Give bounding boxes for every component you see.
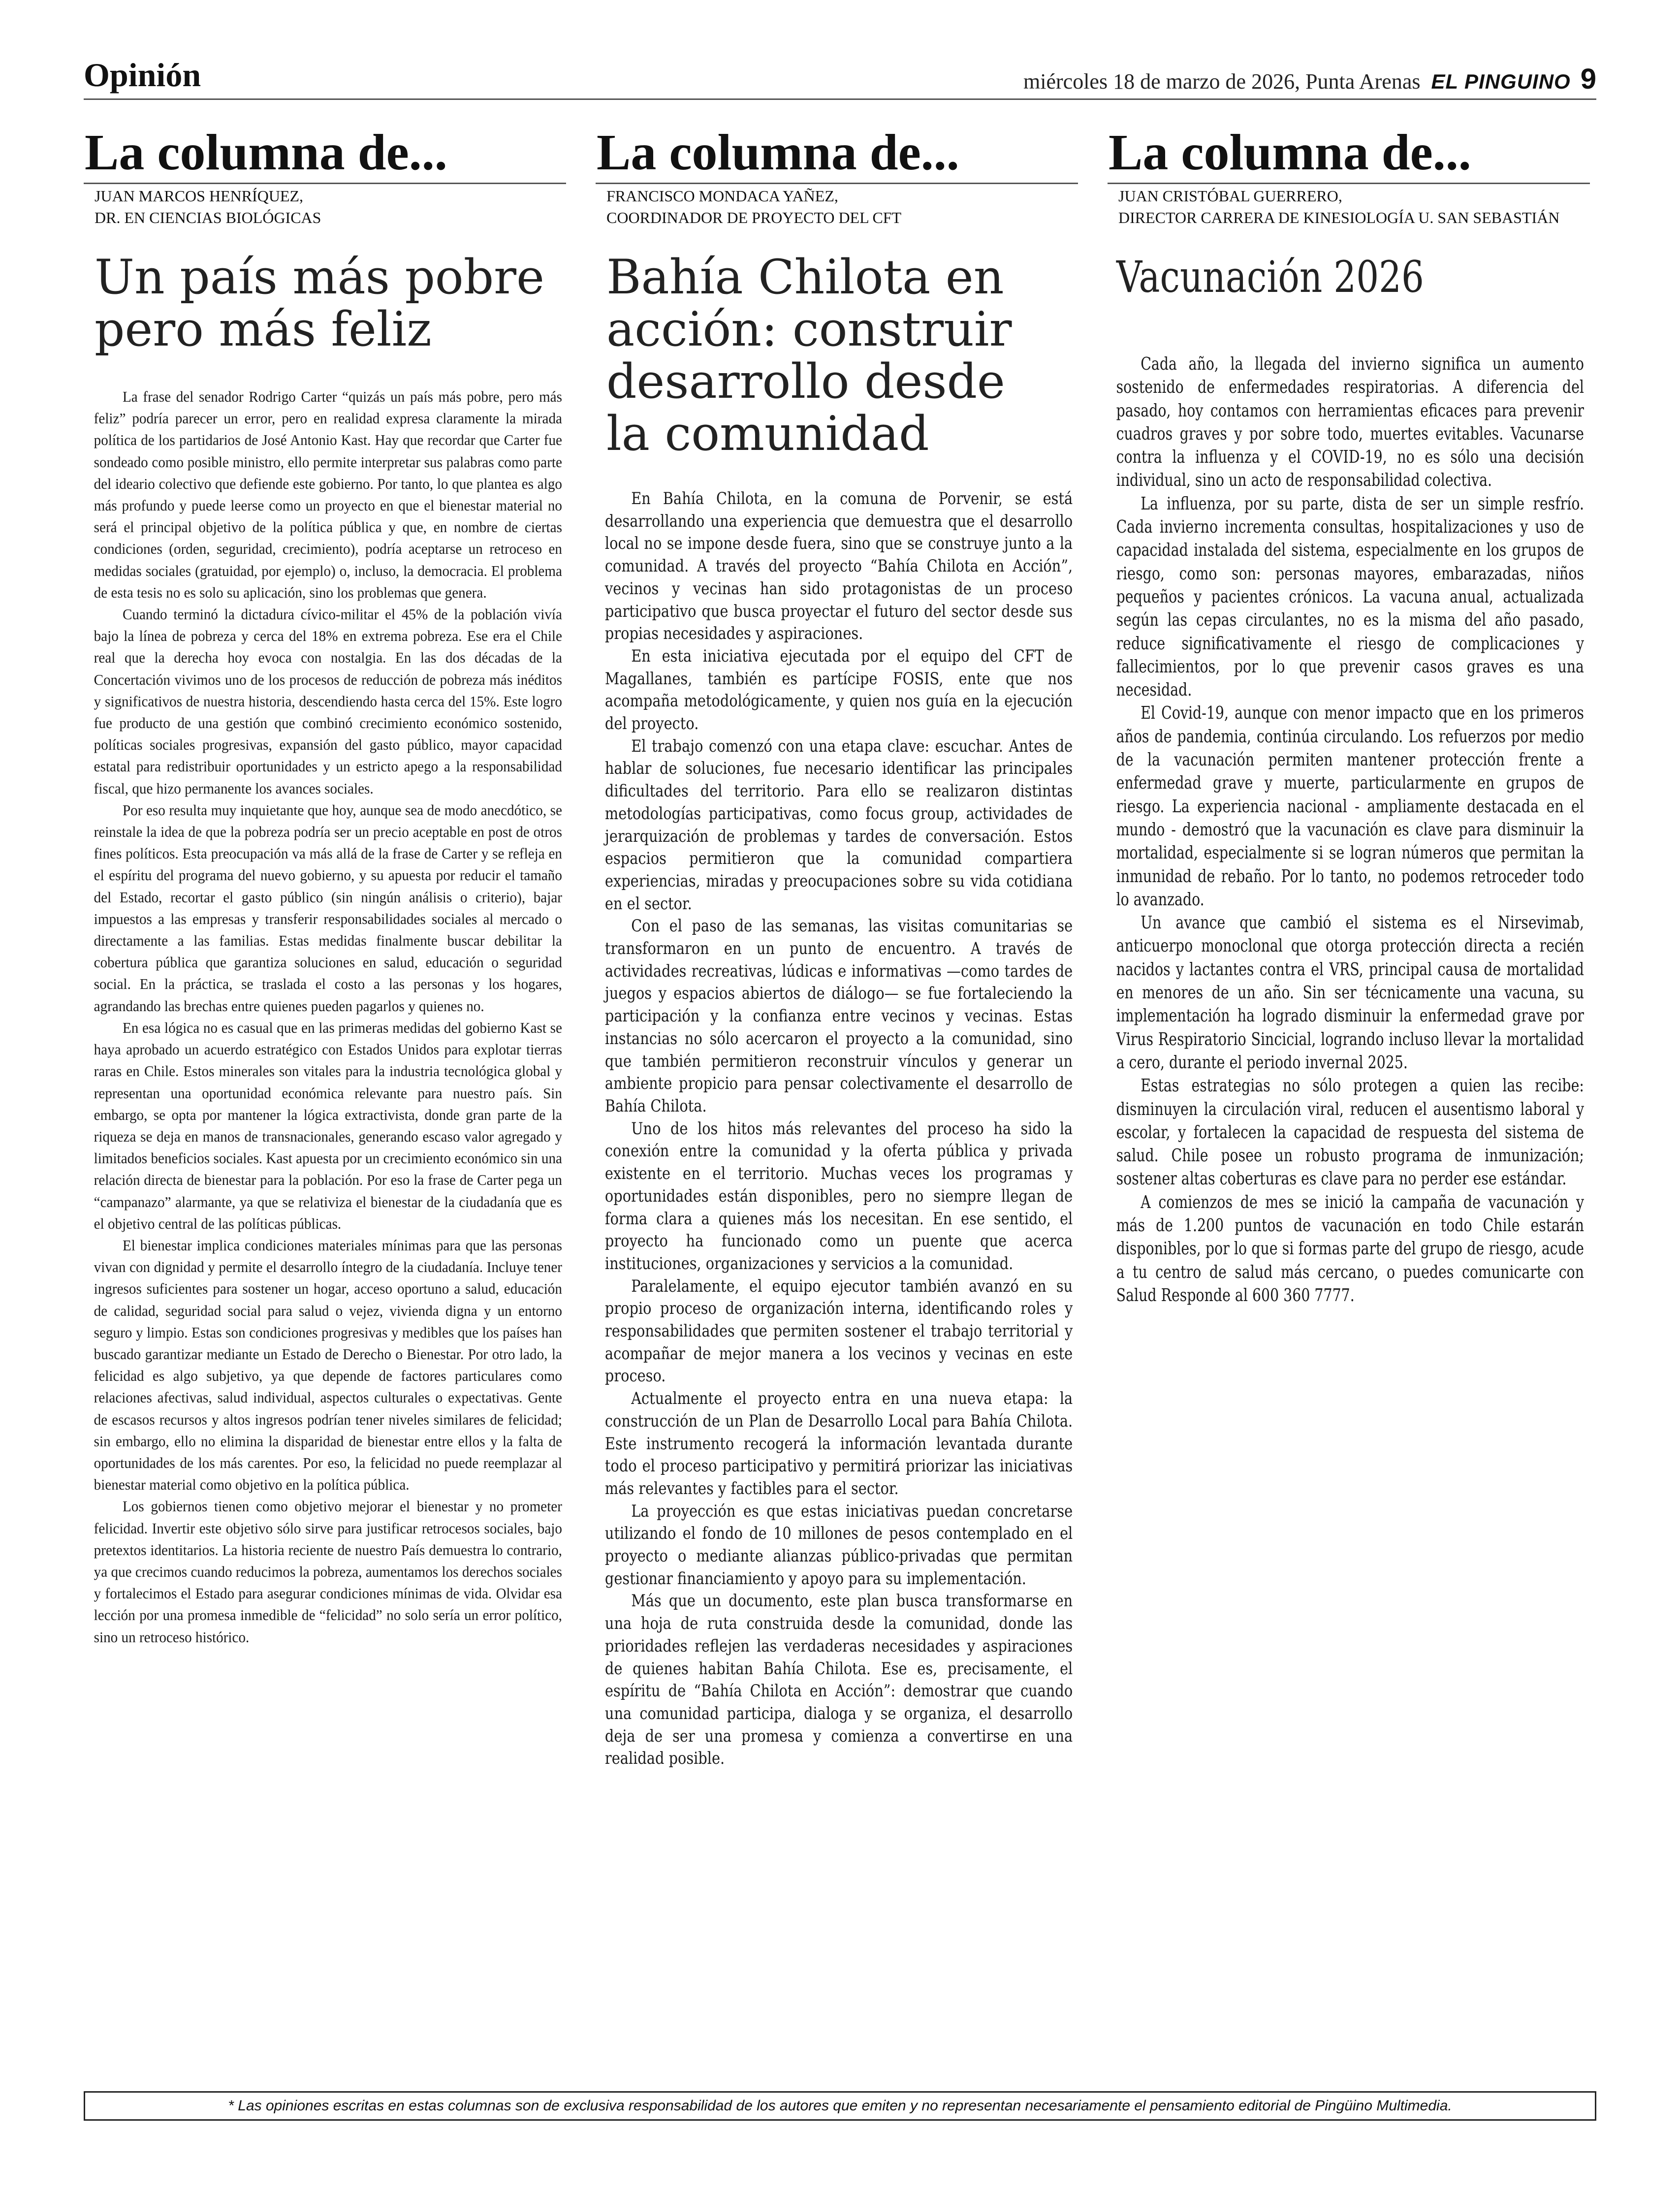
article-paragraph: En Bahía Chilota, en la comuna de Porvenir, se está desarrollando una experiencia que demuestra que el desarrollo local no se impone desde fuera, sino que se construye junto a la comunidad. A través del proyecto “Bahía Chilota en Acción”, vecinos y vecinas han sido protagonistas de un proceso participativo que busca proyectar el futuro del sector desde sus propias necesidades y aspiraciones. [604,489,1073,643]
article-paragraph: La influenza, por su parte, dista de ser un simple resfrío. Cada invierno incrementa consultas, hospitalizaciones y uso de capacidad instalada del sistema, especialmente en los grupos de riesgo, como son: personas mayores, embarazadas, niños pequeños y pacientes crónicos. La vacuna anual, actualizada según las cepas circulantes, no es la misma del año pasado, reduce significativamente el riesgo de complicaciones y fallecimientos, por lo que prevenir casos graves es una necesidad. [1116,493,1584,701]
date-line: miércoles 18 de marzo de 2026, Punta Arenas [1023,69,1421,94]
disclaimer-box [84,2091,1596,2121]
article-paragraph: La proyección es que estas iniciativas puedan concretarse utilizando el fondo de 10 millones de pesos contemplado en el proyecto o mediante alianzas público-privadas que permitan gestionar financiamiento y apoyo para su implementación. [604,1501,1073,1588]
article-paragraph: El bienestar implica condiciones materiales mínimas para que las personas vivan con dignidad y permite el desarrollo íntegro de la ciudadanía. Incluye tener ingresos suficientes para sostener un hogar, acceso oportuno a salud, educación de calidad, seguridad social para salud o vejez, vivienda digna y un entorno seguro y limpio. Estas son condiciones progresivas y medibles que los países han buscado garantizar mediante un Estado de Derecho o Bienestar. Por otro lado, la felicidad es algo subjetivo, ya que depende de factores particulares como relaciones afectivas, salud individual, aspectos culturales o expectativas. Gente de escasos recursos y altos ingresos podrían tener niveles similares de felicidad; sin embargo, ello no elimina la disparidad de bienestar entre ellos y la falta de oportunidades de los más carentes. Por eso, la felicidad no puede reemplazar al bienestar material como objetivo en la política pública. [94,1236,562,1494]
article-paragraph: El trabajo comenzó con una etapa clave: escuchar. Antes de hablar de soluciones, fue necesario identificar las principales dificultades del territorio. Para ello se realizaron distintas metodologías participativas, como focus group, actividades de jerarquización de problemas y tardes de conversación. Estos espacios permitieron que la comunidad compartiera experiencias, miradas y preocupaciones sobre su vida cotidiana en el sector. [604,736,1073,913]
article-paragraph: Paralelamente, el equipo ejecutor también avanzó en su propio proceso de organización interna, identificando roles y responsabilidades que permiten sostener el trabajo territorial y acompañar de mejor manera a los vecinos y vecinas en este proceso. [604,1276,1073,1386]
header-right [1023,63,1596,96]
column-kicker: La columna de... [1109,124,1471,181]
masthead [84,56,1596,100]
author-role: DIRECTOR CARRERA DE KINESIOLOGÍA U. SAN SEBASTIÁN [1118,209,1560,226]
article-paragraph: Por eso resulta muy inquietante que hoy, aunque sea de modo anecdótico, se reinstale la idea de que la pobreza podría ser un precio aceptable en post de otros fines políticos. Esta preocupación va más allá de la frase de Carter y se refleja en el espíritu del programa del nuevo gobierno, y su apuesta por reducir el tamaño del Estado, recortar el gasto público (sin ningún análisis o criterio), bajar impuestos a las empresas y transferir responsabilidades sociales al mercado o directamente a las familias. Estas medidas finalmente buscar debilitar la cobertura pública que garantiza soluciones en salud, educación o seguridad social. En la práctica, se traslada el costo a las personas y los hogares, agrandando las brechas entre quienes pueden pagarlos y quienes no. [94,801,562,1015]
headline-line: Vacunación 2026 [1116,252,1424,302]
author-role: DR. EN CIENCIAS BIOLÓGICAS [95,209,321,226]
kicker-divider [596,183,1078,184]
article-body [596,487,1077,1770]
article-paragraph: Actualmente el proyecto entra en una nueva etapa: la construcción de un Plan de Desarrollo Local para Bahía Chilota. Este instrumento recogerá la información levantada durante todo el proceso participativo y permitirá priorizar las iniciativas más relevantes y factibles para el sector. [604,1389,1073,1498]
section-name: Opinión [84,56,201,94]
article-paragraph: El Covid-19, aunque con menor impacto que en los primeros años de pandemia, continúa circulando. Los refuerzos por medio de la vacunación permiten mantener protección frente a enfermedad grave y muerte, particularmente en grupos de riesgo. La experiencia nacional - ampliamente destacada en el mundo - demostró que la vacunación es clave para disminuir la mortalidad, especialmente si se logran números que permitan la inmunidad de rebaño. Por lo tanto, no podemos retroceder todo lo avanzado. [1116,703,1584,910]
kicker-divider [1108,183,1590,184]
kicker-divider [84,183,566,184]
article-headline [596,251,1078,460]
article-headline [1108,251,1503,303]
article-body [84,386,567,1648]
article-paragraph: La frase del senador Rodrigo Carter “quizás un país más pobre, pero más feliz” podría parecer un error, pero en realidad expresa claramente la mirada política de los partidarios de José Antonio Kast. Hay que recordar que Carter fue sondeado como posible ministro, ello permite interpretar sus palabras como parte del ideario colectivo que defiende este gobierno. Por tanto, lo que plantea es algo más profundo y puede leerse como un proyecto en que el bienestar material no será el principal objetivo de la política pública y que, en nombre de ciertas condiciones (orden, seguridad, crecimiento), podría aceptarse un retroceso en medidas sociales (gratuidad, por ejemplo) o, incluso, la democracia. El problema de esta tesis no es solo su aplicación, sino los problemas que genera. [94,388,562,601]
author-name: JUAN CRISTÓBAL GUERRERO, [1118,187,1342,205]
article-paragraph: Los gobiernos tienen como objetivo mejorar el bienestar y no prometer felicidad. Invertir este objetivo sólo sirve para justificar retrocesos sociales, bajo pretextos identitarios. La historia reciente de nuestro País demuestra lo contrario, ya que crecimos cuando reducimos la pobreza, aumentamos los derechos sociales y fortalecimos el Estado para asegurar condiciones mínimas de vida. Olvidar esa lección por una promesa inmedible de “felicidad” no solo sería un error político, sino un retroceso histórico. [94,1497,562,1646]
page-number: 9 [1580,63,1596,95]
headline-line: la comunidad [606,406,929,461]
headline-line: Bahía Chilota en [606,250,1004,305]
article-paragraph: En esa lógica no es casual que en las primeras medidas del gobierno Kast se haya aprobado un acuerdo estratégico con Estados Unidos para explotar tierras raras en Chile. Estos minerales son vitales para la industria tecnológica global y representan una oportunidad económica relevante para nuestro país. Sin embargo, se opta por mantener la lógica extractivista, donde gran parte de la riqueza se deja en manos de transnacionales, generando escaso valor agregado y limitados beneficios sociales. Kast apuesta por un crecimiento económico sin una relación directa de bienestar para la población. Por eso la frase de Carter pega un “campanazo” alarmante, ya que se relativiza el bienestar de la ciudadanía que es el objetivo central de las políticas públicas. [94,1019,562,1232]
headline-line: Un país más pobre [95,250,544,305]
author-name: FRANCISCO MONDACA YAÑEZ, [606,187,838,205]
newspaper-logo: EL PINGUINO [1431,70,1571,93]
article-paragraph: Un avance que cambió el sistema es el Nirsevimab, anticuerpo monoclonal que otorga protección directa a recién nacidos y lactantes contra el VRS, principal causa de mortalidad en menores de un año. Sin ser técnicamente una vacuna, su implementación ha logrado disminuir la enfermedad grave por Virus Respiratorio Sincicial, logrando incluso llevar la mortalidad a cero, durante el periodo invernal 2025. [1116,913,1584,1073]
article-headline [84,251,566,355]
opinion-column-2 [596,126,1078,1770]
disclaimer-text: * Las opiniones escritas en estas columnas son de exclusiva responsabilidad de los autores que emiten y no representan necesariamente el pensamiento editorial de Pingüino Multimedia. [228,2098,1452,2114]
article-paragraph: A comienzos de mes se inició la campaña de vacunación y más de 1.200 puntos de vacunación en todo Chile estarán disponibles, por lo que si formas parte del grupo de riesgo, acude a tu centro de salud más cercano, o puedes comunicarte con Salud Responde al 600 360 7777. [1116,1192,1584,1306]
article-paragraph: Uno de los hitos más relevantes del proceso ha sido la conexión entre la comunidad y la oferta pública y privada existente en el territorio. Muchas veces los programas y oportunidades están disponibles, pero no siempre llegan de forma clara a quienes más los necesitan. En ese sentido, el proyecto ha funcionado como un puente que acerca instituciones, organizaciones y servicios a la comunidad. [604,1118,1073,1273]
opinion-column-1 [84,126,566,1648]
opinion-column-3 [1108,126,1590,1307]
column-kicker: La columna de... [85,124,447,181]
headline-line: pero más feliz [95,302,432,357]
article-paragraph: Cuando terminó la dictadura cívico-militar el 45% de la población vivía bajo la línea de pobreza y cerca del 18% en extrema pobreza. Ese era el Chile real que la derecha hoy evoca con nostalgia. En las dos décadas de la Concertación vivimos uno de los procesos de reducción de pobreza más inéditos y significativos de nuestra historia, descendiendo hasta cerca del 15%. Este logro fue producto de una gestión que combinó crecimiento económico sostenido, políticas sociales progresivas, expansión del gasto público, mayor capacidad estatal para redistribuir oportunidades y un estricto apego a la responsabilidad fiscal, que hizo permanente los avances sociales. [94,605,562,797]
column-kicker: La columna de... [597,124,959,181]
author-name: JUAN MARCOS HENRÍQUEZ, [95,187,304,205]
article-paragraph: En esta iniciativa ejecutada por el equipo del CFT de Magallanes, también es partícipe FOSIS, ente que nos acompaña metodológicamente, y quien nos guía en la ejecución del proyecto. [604,646,1073,733]
article-paragraph: Estas estrategias no sólo protegen a quien las recibe: disminuyen la circulación viral, reducen el ausentismo laboral y escolar, y fortalecen la capacidad de respuesta del sistema de salud. Chile posee un robusto programa de inmunización; sostener altas coberturas es clave para no perder ese estándar. [1116,1076,1584,1189]
article-body [1108,352,1588,1307]
headline-line: acción: construir [606,302,1012,357]
headline-line: desarrollo desde [606,354,1005,409]
article-paragraph: Cada año, la llegada del invierno significa un aumento sostenido de enfermedades respiratorias. A diferencia del pasado, hoy contamos con herramientas eficaces para prevenir cuadros graves y por sobre todo, muertes evitables. Vacunarse contra la influenza y el COVID-19, no es sólo una decisión individual, sino un acto de responsabilidad colectiva. [1116,354,1584,491]
author-role: COORDINADOR DE PROYECTO DEL CFT [606,209,902,226]
article-paragraph: Más que un documento, este plan busca transformarse en una hoja de ruta construida desde la comunidad, donde las prioridades reflejen las verdaderas necesidades y aspiraciones de quienes habitan Bahía Chilota. Ese es, precisamente, el espíritu de “Bahía Chilota en Acción”: demostrar que cuando una comunidad participa, dialoga y se organiza, el desarrollo deja de ser una promesa y comienza a convertirse en una realidad posible. [604,1591,1073,1768]
article-paragraph: Con el paso de las semanas, las visitas comunitarias se transformaron en un punto de encuentro. A través de actividades recreativas, lúdicas e informativas —como tardes de juegos y espacios abiertos de diálogo— se fue fortaleciendo la participación y la confianza entre vecinos y vecinas. Estas instancias no sólo acercaron el proyecto a la comunidad, sino que también permitieron reconstruir vínculos y generar un ambiente propicio para pensar colectivamente el desarrollo de Bahía Chilota. [604,916,1073,1115]
